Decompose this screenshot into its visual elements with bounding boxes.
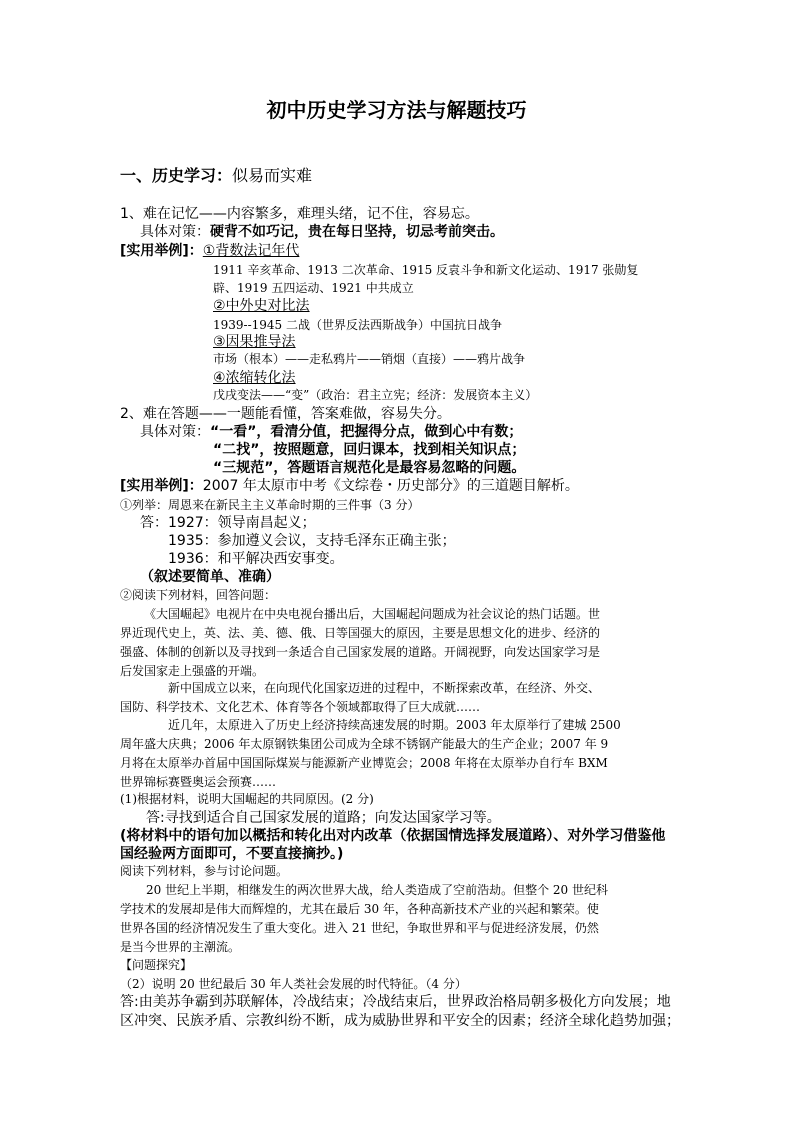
sub-question-1: (1)根据材料，说明大国崛起的共同原因。(2 分) xyxy=(120,792,374,806)
material-4-line-2: 学技术的发展却是伟大而辉煌的，尤其在最后 30 年，各种高新技术产业的兴起和繁荣。使 xyxy=(120,902,599,916)
method-2-text: 1939--1945 二战（世界反法西斯战争）中国抗日战争 xyxy=(213,318,503,332)
answer-3-line-1: 答:由美苏争霸到苏联解体，冷战结束；冷战结束后，世界政治格局朝多极化方向发展；地 xyxy=(120,994,671,1010)
strategy-text: 硬背不如巧记，贵在每日坚持，切忌考前突击。 xyxy=(210,224,504,240)
difficulty-2: 2、难在答题——一题能看懂，答案难做，容易失分。 xyxy=(120,406,451,422)
material-4-line-4: 是当今世界的主潮流。 xyxy=(120,940,241,954)
answer-1-line-1 xyxy=(140,515,316,533)
section-number: 一、历史学习： xyxy=(120,166,233,185)
material-3-line-2: 周年盛大庆典；2006 年太原钢铁集团公司成为全球不锈钢产能最大的生产企业；2007 年 9 xyxy=(120,737,609,751)
difficulty-1: 1、难在记忆——内容繁多，难理头绪，记不住，容易忘。 xyxy=(120,206,479,222)
answer-3-line-2: 区冲突、民族矛盾、宗教纠纷不断，成为威胁世界和平安全的因素；经济全球化趋势加强； xyxy=(120,1013,680,1029)
strategy-label: 具体对策： xyxy=(140,224,210,240)
strategy-step-1: “一看”，看清分值，把握得分点，做到心中有数； xyxy=(210,424,523,440)
sub-question-2: （2）说明 20 世纪最后 30 年人类社会发展的时代特征。（4 分） xyxy=(120,977,467,991)
question-1: ①列举：周恩来在新民主主义革命时期的三件事（3 分） xyxy=(120,498,420,512)
question-2-intro: ②阅读下列材料，回答问题： xyxy=(120,588,277,602)
method-3-title: ③因果推导法 xyxy=(213,334,296,350)
method-3-text: 市场（根本）——走私鸦片——销烟（直接）——鸦片战争 xyxy=(213,352,526,366)
strategy-2 xyxy=(140,424,522,442)
material-1-line-1: 《大国崛起》电视片在中央电视台播出后，大国崛起问题成为社会议论的热门话题。世 xyxy=(144,607,601,621)
material-4-line-3: 世界各国的经济情况发生了重大变化。进入 21 世纪，争取世界和平与促进经济发展，仍然 xyxy=(120,921,599,935)
method-4-title: ④浓缩转化法 xyxy=(213,370,296,386)
material-1-line-3: 强盛、体制的创新以及寻找到一条适合自己国家发展的道路。开阔视野，向发达国家学习是 xyxy=(120,645,601,659)
material-3-line-4: 世界锦标赛暨奥运会预赛…… xyxy=(120,775,277,789)
section-heading xyxy=(120,166,312,186)
method-4-text: 戊戌变法——“变”（政治：君主立宪；经济：发展资本主义） xyxy=(213,388,538,402)
answer-label: 答： xyxy=(140,515,168,531)
strategy-label: 具体对策： xyxy=(140,424,210,440)
answer-item-1: 1927：领导南昌起义； xyxy=(168,515,316,531)
answer-note: （叙述要简单、准确） xyxy=(140,569,280,585)
material-2-line-1: 新中国成立以来，在向现代化国家迈进的过程中，不断探索改革，在经济、外交、 xyxy=(168,681,601,695)
answer-item-2: 1935：参加遵义会议，支持毛泽东正确主张； xyxy=(168,533,456,549)
method-1-text-a: 1911 辛亥革命、1913 二次革命、1915 反袁斗争和新文化运动、1917 张勋复 xyxy=(213,263,639,277)
method-1-text-b: 辟、1919 五四运动、1921 中共成立 xyxy=(213,281,414,295)
answer-2: 答:寻找到适合自己国家发展的道路；向发达国家学习等。 xyxy=(146,810,501,826)
example-row-1 xyxy=(120,243,299,261)
strategy-1 xyxy=(140,224,504,242)
question-3-intro: 阅读下列材料，参与讨论问题。 xyxy=(120,864,289,878)
example-row-2 xyxy=(120,478,579,496)
strategy-step-2: “二找”，按照题意，回归课本，找到相关知识点； xyxy=(213,442,526,458)
page-title: 初中历史学习方法与解题技巧 xyxy=(266,98,527,122)
section-subtitle: 似易而实难 xyxy=(232,166,313,185)
answer-item-3: 1936：和平解决西安事变。 xyxy=(168,551,344,567)
answer-2-note-b: 国经验两方面即可，不要直接摘抄。) xyxy=(120,846,344,862)
answer-2-note-a: (将材料中的语句加以概括和转化出对内改革（依据国情选择发展道路）、对外学习借鉴他 xyxy=(120,828,666,844)
example-text: 2007 年太原市中考《文综卷・历史部分》的三道题目解析。 xyxy=(202,478,579,494)
explore-heading: 【问题探究】 xyxy=(120,958,193,972)
method-2-title: ②中外史对比法 xyxy=(213,298,310,314)
material-3-line-1: 近几年，太原进入了历史上经济持续高速发展的时期。2003 年太原举行了建城 2500 xyxy=(168,718,621,732)
material-4-line-1: 20 世纪上半期，相继发生的两次世界大战，给人类造成了空前浩劫。但整个 20 世纪科 xyxy=(146,883,608,897)
example-label: [实用举例]： xyxy=(120,243,203,259)
material-3-line-3: 月将在太原举办首届中国国际煤炭与能源新产业博览会；2008 年将在太原举办自行车 BXM xyxy=(120,756,608,770)
strategy-step-3: “三规范”，答题语言规范化是最容易忽略的问题。 xyxy=(213,460,526,476)
material-2-line-2: 国防、科学技术、文化艺术、体育等各个领域都取得了巨大成就…… xyxy=(120,700,481,714)
method-1-title: ①背数法记年代 xyxy=(202,243,300,259)
material-1-line-4: 后发国家走上强盛的开端。 xyxy=(120,664,265,678)
example-label: [实用举例]： xyxy=(120,478,203,494)
material-1-line-2: 界近现代史上，英、法、美、德、俄、日等国强大的原因，主要是思想文化的进步、经济的 xyxy=(120,626,601,640)
